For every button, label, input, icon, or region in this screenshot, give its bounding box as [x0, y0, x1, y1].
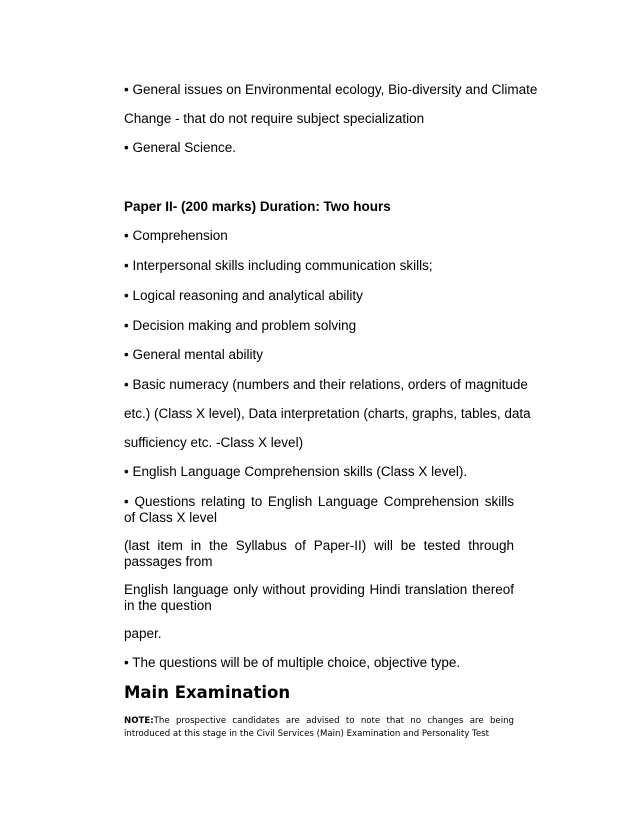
paper2-item-numeracy-line3: sufficiency etc. -Class X level): [124, 435, 304, 450]
paper2-item-interpersonal: • Interpersonal skills including communication skills;: [124, 258, 433, 273]
main-exam-heading: Main Examination: [124, 683, 291, 702]
paper2-item-numeracy-line2: etc.) (Class X level), Data interpretation (charts, graphs, tables, data: [124, 406, 531, 421]
paper2-item-logical-reasoning: • Logical reasoning and analytical ability: [124, 288, 363, 303]
paper2-english-note-3: English language only without providing Hindi translation thereof in the question: [124, 582, 514, 613]
paper2-english-note-4: paper.: [124, 626, 162, 641]
note-text: The prospective candidates are advised to note that no changes are being introduced at this stage in the Civil Services (Main) Examination and Personality Test: [124, 716, 514, 739]
paper2-item-decision-making: • Decision making and problem solving: [124, 318, 357, 333]
paper2-english-note-2: (last item in the Syllabus of Paper-II) will be tested through passages from: [124, 538, 514, 569]
main-exam-note: [124, 715, 514, 741]
topic-environment-line1: • General issues on Environmental ecology, Bio-diversity and Climate: [124, 82, 538, 97]
paper2-item-objective-type: • The questions will be of multiple choice, objective type.: [124, 655, 461, 670]
paper2-item-numeracy-line1: • Basic numeracy (numbers and their relations, orders of magnitude: [124, 377, 528, 392]
paper2-english-note-1: • Questions relating to English Language Comprehension skills of Class X level: [124, 494, 514, 525]
topic-environment-line2: Change - that do not require subject specialization: [124, 111, 425, 126]
paper2-item-comprehension: • Comprehension: [124, 228, 228, 243]
paper2-item-english: • English Language Comprehension skills (Class X level).: [124, 464, 468, 479]
note-label: NOTE:: [124, 716, 154, 726]
paper2-item-mental-ability: • General mental ability: [124, 347, 264, 362]
paper2-heading: Paper II- (200 marks) Duration: Two hours: [124, 199, 391, 214]
topic-general-science: • General Science.: [124, 140, 237, 155]
